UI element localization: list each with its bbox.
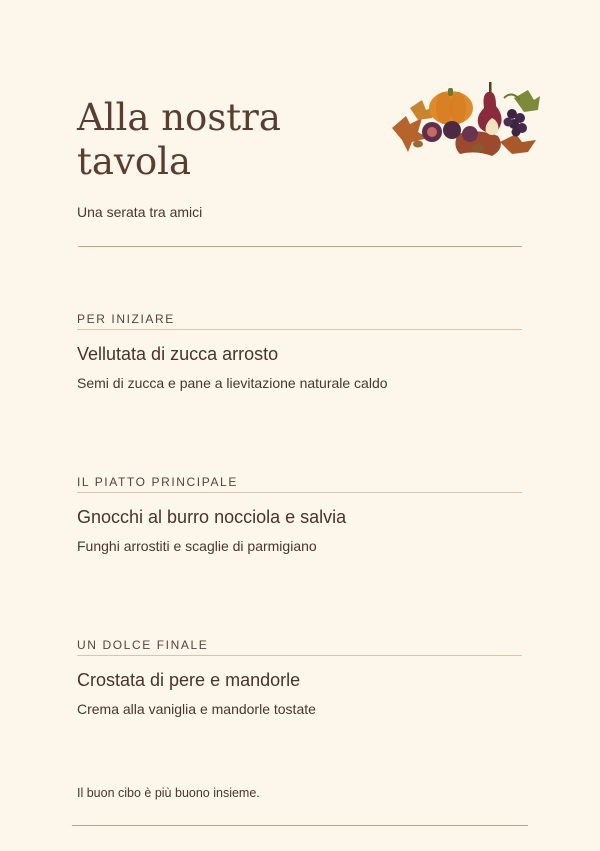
dish-name: Gnocchi al burro nocciola e salvia xyxy=(77,507,347,527)
dish-description: Funghi arrostiti e scaglie di parmigiano xyxy=(77,538,317,554)
section-label: UN DOLCE FINALE xyxy=(77,638,522,656)
page-subtitle: Una serata tra amici xyxy=(77,204,203,220)
closing-note: Il buon cibo è più buono insieme. xyxy=(77,786,260,800)
course-dessert xyxy=(77,638,522,717)
dish-description: Semi di zucca e pane a lievitazione naturale caldo xyxy=(77,375,388,391)
bottom-divider xyxy=(72,825,528,826)
dish-name: Vellutata di zucca arrosto xyxy=(77,344,279,364)
page-title: Alla nostra tavola xyxy=(77,96,281,183)
dish-description: Crema alla vaniglia e mandorle tostate xyxy=(77,701,316,717)
section-label: PER INIZIARE xyxy=(77,312,522,330)
autumn-harvest-icon xyxy=(388,78,544,160)
dish-name: Crostata di pere e mandorle xyxy=(77,670,301,690)
section-label: IL PIATTO PRINCIPALE xyxy=(77,475,522,493)
course-starter xyxy=(77,312,522,391)
course-main xyxy=(77,475,522,554)
top-divider xyxy=(78,246,522,247)
